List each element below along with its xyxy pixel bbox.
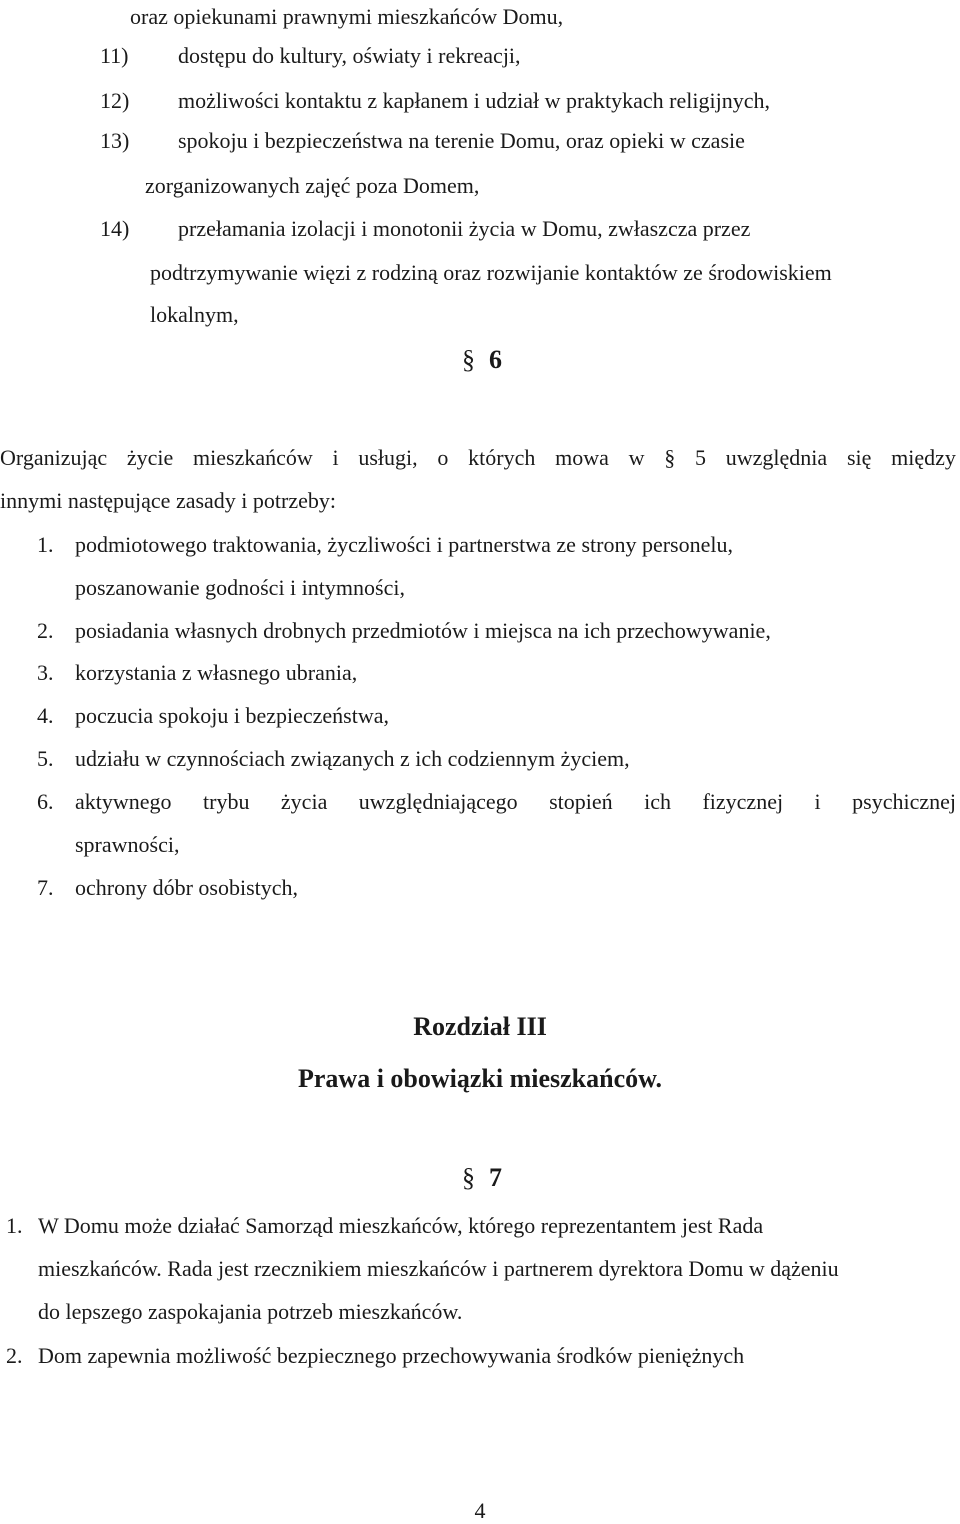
word: stopień xyxy=(549,789,613,814)
page-number: 4 xyxy=(474,1498,486,1523)
list-item-text: lokalnym, xyxy=(150,302,239,327)
word: i xyxy=(332,445,339,470)
chapter-title: Rozdział III xyxy=(413,1012,547,1041)
list-item-text: poszanowanie godności i intymności, xyxy=(75,575,405,600)
word: w xyxy=(628,445,645,470)
list-item-number: 12) xyxy=(100,88,130,113)
word: trybu xyxy=(203,789,250,814)
word: życia xyxy=(280,789,328,814)
word: 5 xyxy=(695,445,707,470)
word: usługi, xyxy=(358,445,418,470)
list-item-text: dostępu do kultury, oświaty i rekreacji, xyxy=(178,43,521,68)
list-item-number: 2. xyxy=(6,1343,23,1368)
list-item-text: W Domu może działać Samorząd mieszkańców, którego reprezentantem jest Rada xyxy=(38,1213,764,1238)
word: § xyxy=(664,445,676,470)
list-item-text: przełamania izolacji i monotonii życia w Domu, zwłaszcza przez xyxy=(178,216,751,241)
list-item-number: 3. xyxy=(37,660,54,685)
word: fizycznej xyxy=(702,789,784,814)
list-item-text: Dom zapewnia możliwość bezpiecznego przechowywania środków pieniężnych xyxy=(38,1343,745,1368)
section-symbol: § xyxy=(462,1163,475,1192)
list-item-number: 14) xyxy=(100,216,130,241)
word: uwzględnia xyxy=(725,445,828,470)
section-heading-7 xyxy=(462,1165,502,1191)
list-item-number: 1. xyxy=(6,1213,23,1238)
word: Organizując xyxy=(0,445,108,470)
word: życie xyxy=(126,445,174,470)
list-item-text: poczucia spokoju i bezpieczeństwa, xyxy=(75,703,389,728)
word: mieszkańców xyxy=(193,445,313,470)
list-item-number: 5. xyxy=(37,746,54,771)
word: których xyxy=(468,445,536,470)
section-6-intro-line xyxy=(0,447,956,469)
section-heading-6 xyxy=(462,347,502,373)
chapter-subtitle: Prawa i obowiązki mieszkańców. xyxy=(298,1064,662,1093)
list-item-text: mieszkańców. Rada jest rzecznikiem mieszkańców i partnerem dyrektora Domu w dążeniu xyxy=(38,1256,839,1281)
word: mowa xyxy=(555,445,609,470)
list-item-text: korzystania z własnego ubrania, xyxy=(75,660,358,685)
list-item-text: podtrzymywanie więzi z rodziną oraz rozwijanie kontaktów ze środowiskiem xyxy=(150,260,832,285)
section-symbol: § xyxy=(462,345,475,374)
list-item-text xyxy=(75,791,956,813)
word: i xyxy=(814,789,821,814)
list-item-number: 11) xyxy=(100,43,129,68)
list-item-text: ochrony dóbr osobistych, xyxy=(75,875,299,900)
list-item-number: 7. xyxy=(37,875,54,900)
section-6-intro-line: innymi następujące zasady i potrzeby: xyxy=(0,488,336,513)
list-item-text: możliwości kontaktu z kapłanem i udział w praktykach religijnych, xyxy=(178,88,770,113)
list-item-number: 2. xyxy=(37,618,54,643)
word: o xyxy=(437,445,449,470)
list-item-text: do lepszego zaspokajania potrzeb mieszkańców. xyxy=(38,1299,463,1324)
list-item-text: spokoju i bezpieczeństwa na terenie Domu, oraz opieki w czasie xyxy=(178,128,745,153)
list-item-number: 13) xyxy=(100,128,130,153)
list-item-number: 4. xyxy=(37,703,54,728)
list-item-text: posiadania własnych drobnych przedmiotów i miejsca na ich przechowywanie, xyxy=(75,618,771,643)
section-number: 7 xyxy=(489,1163,502,1192)
word: się xyxy=(846,445,872,470)
list-item-text: zorganizowanych zajęć poza Domem, xyxy=(145,173,480,198)
list-continuation-line: oraz opiekunami prawnymi mieszkańców Domu, xyxy=(130,4,564,29)
list-item-text: podmiotowego traktowania, życzliwości i partnerstwa ze strony personelu, xyxy=(75,532,733,557)
word: uwzględniającego xyxy=(358,789,518,814)
word: aktywnego xyxy=(75,789,172,814)
list-item-text: sprawności, xyxy=(75,832,180,857)
list-item-number: 6. xyxy=(37,789,54,814)
section-number: 6 xyxy=(489,345,502,374)
list-item-number: 1. xyxy=(37,532,54,557)
word: między xyxy=(891,445,956,470)
list-item-text: udziału w czynnościach związanych z ich codziennym życiem, xyxy=(75,746,630,771)
word: ich xyxy=(644,789,671,814)
word: psychicznej xyxy=(852,789,956,814)
